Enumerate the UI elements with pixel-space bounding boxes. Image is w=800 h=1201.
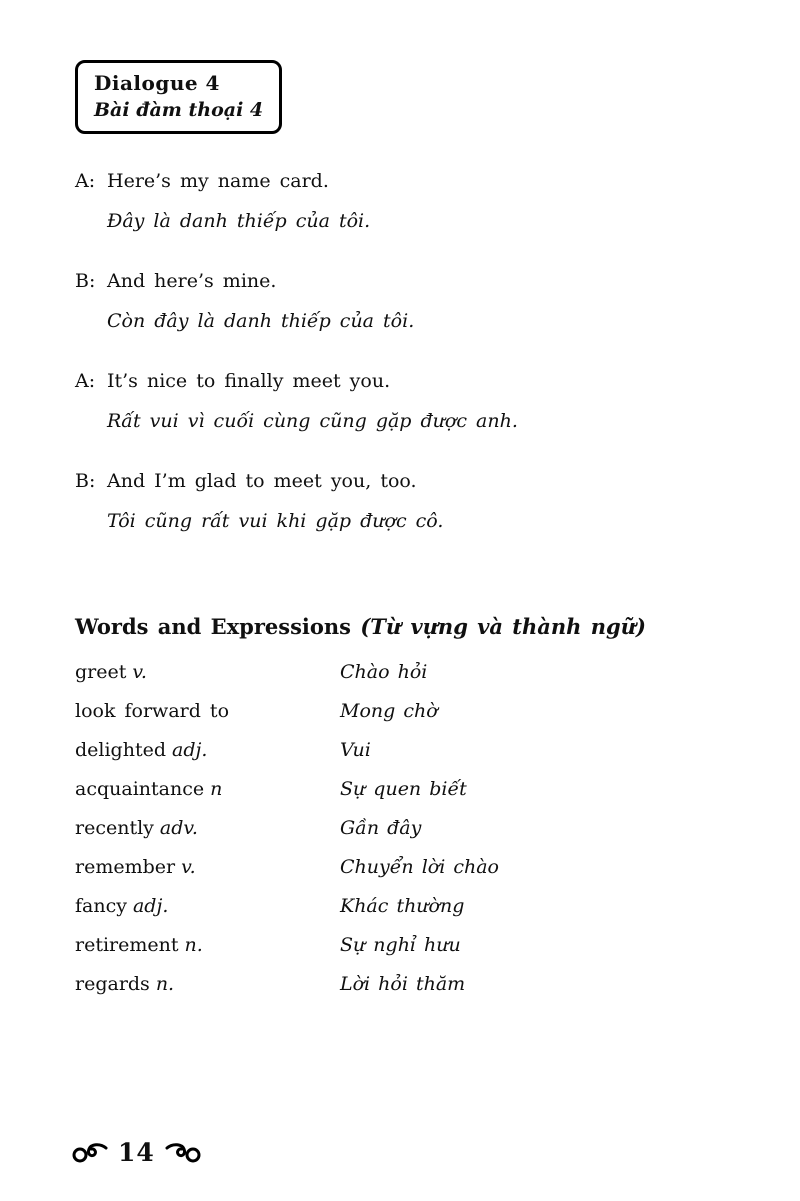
dialogue-line-vi: Tôi cũng rất vui khi gặp được cô. bbox=[107, 510, 444, 532]
vocab-pos: adj. bbox=[132, 895, 169, 917]
vocab-term: remember bbox=[75, 856, 176, 878]
vocab-term-cell bbox=[75, 817, 340, 839]
vocab-translation: Mong chờ bbox=[340, 700, 438, 722]
vocab-row bbox=[75, 817, 745, 856]
vocab-pos: v. bbox=[132, 661, 147, 683]
dialogue-turns bbox=[75, 168, 745, 534]
vocab-term-cell bbox=[75, 856, 340, 878]
vocab-translation: Sự quen biết bbox=[340, 778, 467, 800]
vocab-term: greet bbox=[75, 661, 127, 683]
footer-ornament-right-icon bbox=[165, 1142, 201, 1164]
vocab-translation: Chào hỏi bbox=[340, 661, 428, 683]
vocab-term: retirement bbox=[75, 934, 179, 956]
vocab-row bbox=[75, 700, 745, 739]
dialogue-subtitle: Bài đàm thoại 4 bbox=[94, 99, 264, 121]
vocab-heading bbox=[75, 614, 745, 639]
vocab-pos: v. bbox=[181, 856, 196, 878]
vocab-term-cell bbox=[75, 934, 340, 956]
vocab-translation: Lời hỏi thăm bbox=[340, 973, 466, 995]
vocab-term-cell bbox=[75, 739, 340, 761]
dialogue-turn bbox=[75, 468, 745, 534]
vocab-row bbox=[75, 661, 745, 700]
dialogue-line-en: It’s nice to finally meet you. bbox=[107, 370, 391, 392]
vocab-term: fancy bbox=[75, 895, 127, 917]
vocab-term-cell bbox=[75, 778, 340, 800]
dialogue-turn bbox=[75, 368, 745, 434]
page-number: 14 bbox=[118, 1138, 155, 1167]
dialogue-turn bbox=[75, 168, 745, 234]
speaker-label: A: bbox=[75, 170, 96, 192]
vocab-term: acquaintance bbox=[75, 778, 205, 800]
vocab-translation: Vui bbox=[340, 739, 371, 761]
vocab-list bbox=[75, 661, 745, 1012]
vocab-pos: n bbox=[210, 778, 223, 800]
vocab-translation: Gần đây bbox=[340, 817, 422, 839]
vocab-term: recently bbox=[75, 817, 154, 839]
dialogue-line-vi: Còn đây là danh thiếp của tôi. bbox=[107, 310, 415, 332]
vocab-row bbox=[75, 739, 745, 778]
vocab-row bbox=[75, 934, 745, 973]
vocab-row bbox=[75, 973, 745, 1012]
dialogue-line-en: Here’s my name card. bbox=[107, 170, 329, 192]
vocab-heading-vi: (Từ vựng và thành ngữ) bbox=[360, 614, 646, 639]
vocab-pos: adj. bbox=[172, 739, 208, 761]
speaker-label: B: bbox=[75, 470, 96, 492]
vocab-heading-en: Words and Expressions bbox=[75, 614, 351, 639]
vocab-row bbox=[75, 895, 745, 934]
vocab-pos: n. bbox=[184, 934, 203, 956]
vocab-translation: Sự nghỉ hưu bbox=[340, 934, 461, 956]
vocab-pos: adv. bbox=[159, 817, 198, 839]
page-content bbox=[75, 60, 745, 1012]
speaker-label: A: bbox=[75, 370, 96, 392]
vocab-term: delighted bbox=[75, 739, 167, 761]
dialogue-title: Dialogue 4 bbox=[94, 71, 220, 95]
dialogue-line-en: And I’m glad to meet you, too. bbox=[107, 470, 417, 492]
vocab-translation: Chuyển lời chào bbox=[340, 856, 499, 878]
vocab-translation: Khác thường bbox=[340, 895, 465, 917]
dialogue-title-box bbox=[75, 60, 282, 134]
dialogue-turn bbox=[75, 268, 745, 334]
dialogue-line-vi: Đây là danh thiếp của tôi. bbox=[107, 210, 371, 232]
dialogue-line-en: And here’s mine. bbox=[107, 270, 277, 292]
vocab-term: regards bbox=[75, 973, 150, 995]
vocab-term: look forward to bbox=[75, 700, 230, 722]
vocab-row bbox=[75, 778, 745, 817]
vocab-row bbox=[75, 856, 745, 895]
vocab-term-cell bbox=[75, 700, 340, 722]
dialogue-line-vi: Rất vui vì cuối cùng cũng gặp được anh. bbox=[107, 410, 518, 432]
vocab-pos: n. bbox=[155, 973, 175, 995]
vocab-term-cell bbox=[75, 895, 340, 917]
footer-ornament-left-icon bbox=[72, 1142, 108, 1164]
speaker-label: B: bbox=[75, 270, 96, 292]
vocab-term-cell bbox=[75, 661, 340, 683]
vocab-term-cell bbox=[75, 973, 340, 995]
page-footer bbox=[72, 1138, 201, 1167]
